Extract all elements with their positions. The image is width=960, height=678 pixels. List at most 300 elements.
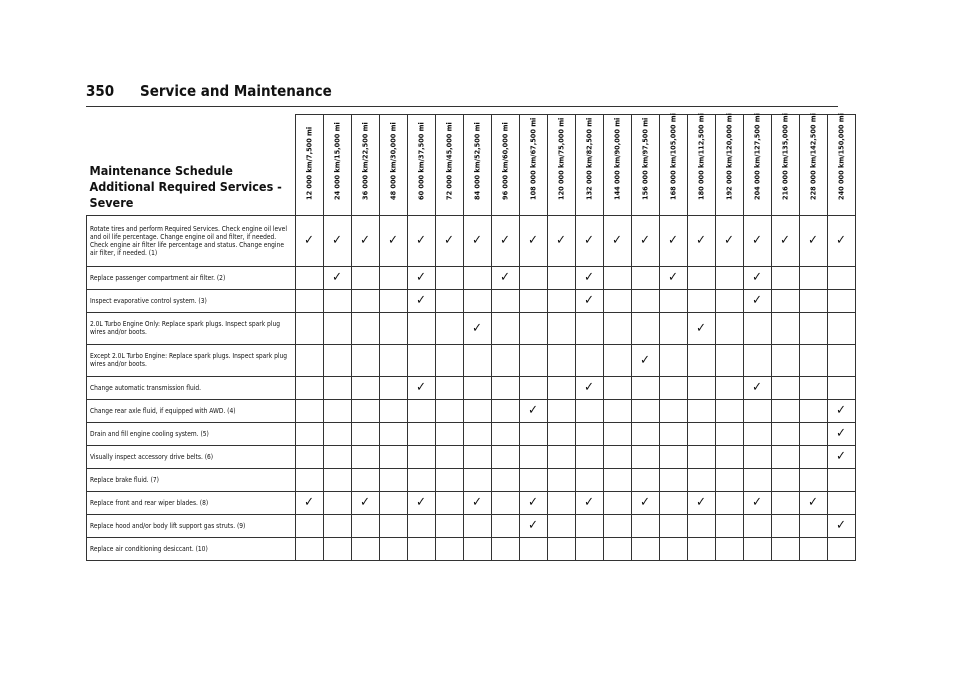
interval-header <box>295 115 323 216</box>
empty-cell <box>323 422 351 445</box>
check-icon: ✓ <box>603 215 631 266</box>
interval-label: 192 000 km/120,000 mi <box>724 112 734 200</box>
check-icon: ✓ <box>351 215 379 266</box>
empty-cell <box>379 399 407 422</box>
empty-cell <box>547 266 575 289</box>
empty-cell <box>379 312 407 344</box>
check-icon: ✓ <box>491 215 519 266</box>
empty-cell <box>463 266 491 289</box>
empty-cell <box>631 468 659 491</box>
empty-cell <box>715 514 743 537</box>
empty-cell <box>435 422 463 445</box>
interval-label: 168 000 km/105,000 mi <box>668 112 678 200</box>
check-icon: ✓ <box>687 215 715 266</box>
check-icon: ✓ <box>575 289 603 312</box>
empty-cell <box>687 468 715 491</box>
empty-cell <box>603 289 631 312</box>
interval-label: 36 000 km/22,500 mi <box>360 121 370 200</box>
empty-cell <box>687 399 715 422</box>
interval-label: 48 000 km/30,000 mi <box>388 121 398 200</box>
empty-cell <box>631 312 659 344</box>
empty-cell <box>323 468 351 491</box>
interval-header <box>379 115 407 216</box>
interval-header <box>575 115 603 216</box>
empty-cell <box>463 445 491 468</box>
empty-cell <box>463 376 491 399</box>
check-icon: ✓ <box>463 491 491 514</box>
check-icon: ✓ <box>687 312 715 344</box>
empty-cell <box>323 344 351 376</box>
page-header <box>86 82 838 107</box>
empty-cell <box>799 312 827 344</box>
empty-cell <box>715 266 743 289</box>
empty-cell <box>379 344 407 376</box>
empty-cell <box>631 445 659 468</box>
table-title-cell <box>87 115 296 216</box>
check-icon: ✓ <box>631 491 659 514</box>
empty-cell <box>323 289 351 312</box>
empty-cell <box>827 468 855 491</box>
empty-cell <box>351 289 379 312</box>
service-description: Replace air conditioning desiccant. (10) <box>87 537 296 560</box>
service-description: Drain and fill engine cooling system. (5) <box>87 422 296 445</box>
check-icon: ✓ <box>463 312 491 344</box>
empty-cell <box>491 289 519 312</box>
empty-cell <box>771 422 799 445</box>
empty-cell <box>603 514 631 537</box>
empty-cell <box>519 376 547 399</box>
empty-cell <box>519 537 547 560</box>
empty-cell <box>771 344 799 376</box>
maintenance-schedule-table <box>86 114 856 561</box>
check-icon: ✓ <box>827 215 855 266</box>
empty-cell <box>379 266 407 289</box>
empty-cell <box>295 537 323 560</box>
check-icon: ✓ <box>463 215 491 266</box>
empty-cell <box>659 445 687 468</box>
empty-cell <box>407 445 435 468</box>
interval-label: 60 000 km/37,500 mi <box>416 121 426 200</box>
interval-header <box>771 112 799 216</box>
empty-cell <box>547 312 575 344</box>
empty-cell <box>407 344 435 376</box>
empty-cell <box>323 399 351 422</box>
empty-cell <box>435 468 463 491</box>
interval-header <box>519 115 547 216</box>
interval-label: 144 000 km/90,000 mi <box>612 117 622 200</box>
empty-cell <box>435 289 463 312</box>
empty-cell <box>295 445 323 468</box>
empty-cell <box>603 491 631 514</box>
check-icon: ✓ <box>743 491 771 514</box>
check-icon: ✓ <box>323 266 351 289</box>
empty-cell <box>799 514 827 537</box>
service-description: Change automatic transmission fluid. <box>87 376 296 399</box>
empty-cell <box>295 468 323 491</box>
empty-cell <box>575 468 603 491</box>
empty-cell <box>575 514 603 537</box>
empty-cell <box>631 399 659 422</box>
empty-cell <box>519 445 547 468</box>
interval-label: 132 000 km/82,500 mi <box>584 117 594 200</box>
empty-cell <box>771 468 799 491</box>
check-icon: ✓ <box>407 215 435 266</box>
check-icon: ✓ <box>827 445 855 468</box>
check-icon: ✓ <box>519 399 547 422</box>
empty-cell <box>435 491 463 514</box>
empty-cell <box>771 399 799 422</box>
interval-header <box>435 115 463 216</box>
empty-cell <box>687 514 715 537</box>
empty-cell <box>491 312 519 344</box>
empty-cell <box>295 376 323 399</box>
check-icon: ✓ <box>323 215 351 266</box>
empty-cell <box>491 468 519 491</box>
empty-cell <box>379 376 407 399</box>
empty-cell <box>491 376 519 399</box>
empty-cell <box>491 399 519 422</box>
check-icon: ✓ <box>295 215 323 266</box>
empty-cell <box>435 376 463 399</box>
empty-cell <box>463 537 491 560</box>
check-icon: ✓ <box>799 491 827 514</box>
empty-cell <box>659 376 687 399</box>
check-icon: ✓ <box>407 491 435 514</box>
interval-header <box>323 115 351 216</box>
empty-cell <box>771 312 799 344</box>
interval-label: 24 000 km/15,000 mi <box>332 121 342 200</box>
interval-label: 72 000 km/45,000 mi <box>444 121 454 200</box>
empty-cell <box>379 491 407 514</box>
empty-cell <box>687 344 715 376</box>
interval-header <box>715 112 743 216</box>
empty-cell <box>687 289 715 312</box>
service-description: Replace hood and/or body lift support gas struts. (9) <box>87 514 296 537</box>
empty-cell <box>407 422 435 445</box>
table-row <box>87 445 856 468</box>
check-icon: ✓ <box>743 215 771 266</box>
interval-label: 96 000 km/60,000 mi <box>500 121 510 200</box>
empty-cell <box>379 445 407 468</box>
empty-cell <box>743 312 771 344</box>
empty-cell <box>603 312 631 344</box>
check-icon: ✓ <box>743 266 771 289</box>
empty-cell <box>687 376 715 399</box>
check-icon: ✓ <box>715 215 743 266</box>
empty-cell <box>351 266 379 289</box>
interval-header <box>743 112 771 216</box>
interval-header <box>687 112 715 216</box>
interval-header <box>407 115 435 216</box>
empty-cell <box>575 312 603 344</box>
empty-cell <box>519 266 547 289</box>
empty-cell <box>799 468 827 491</box>
empty-cell <box>463 514 491 537</box>
empty-cell <box>323 445 351 468</box>
empty-cell <box>323 312 351 344</box>
empty-cell <box>351 445 379 468</box>
empty-cell <box>575 422 603 445</box>
empty-cell <box>687 422 715 445</box>
empty-cell <box>771 514 799 537</box>
empty-cell <box>827 537 855 560</box>
table-row <box>87 215 856 266</box>
interval-label: 108 000 km/67,500 mi <box>528 117 538 200</box>
empty-cell <box>323 491 351 514</box>
empty-cell <box>659 514 687 537</box>
table-row <box>87 491 856 514</box>
empty-cell <box>547 289 575 312</box>
empty-cell <box>603 266 631 289</box>
empty-cell <box>351 312 379 344</box>
empty-cell <box>659 537 687 560</box>
interval-label: 120 000 km/75,000 mi <box>556 117 566 200</box>
check-icon: ✓ <box>295 491 323 514</box>
empty-cell <box>771 376 799 399</box>
empty-cell <box>743 445 771 468</box>
empty-cell <box>435 445 463 468</box>
check-icon: ✓ <box>799 215 827 266</box>
empty-cell <box>659 399 687 422</box>
empty-cell <box>379 422 407 445</box>
schedule-body <box>87 215 856 560</box>
interval-header <box>631 115 659 216</box>
empty-cell <box>799 376 827 399</box>
empty-cell <box>463 399 491 422</box>
empty-cell <box>463 289 491 312</box>
empty-cell <box>799 422 827 445</box>
empty-cell <box>603 537 631 560</box>
empty-cell <box>631 422 659 445</box>
table-row <box>87 344 856 376</box>
check-icon: ✓ <box>827 399 855 422</box>
empty-cell <box>687 266 715 289</box>
empty-cell <box>715 491 743 514</box>
empty-cell <box>295 312 323 344</box>
empty-cell <box>827 491 855 514</box>
empty-cell <box>799 289 827 312</box>
empty-cell <box>407 537 435 560</box>
check-icon: ✓ <box>491 266 519 289</box>
interval-header <box>491 115 519 216</box>
empty-cell <box>491 344 519 376</box>
table-row <box>87 399 856 422</box>
empty-cell <box>295 344 323 376</box>
empty-cell <box>323 514 351 537</box>
check-icon: ✓ <box>519 215 547 266</box>
interval-label: 180 000 km/112,500 mi <box>696 112 706 200</box>
empty-cell <box>295 266 323 289</box>
check-icon: ✓ <box>575 491 603 514</box>
empty-cell <box>743 399 771 422</box>
empty-cell <box>743 422 771 445</box>
empty-cell <box>435 266 463 289</box>
interval-header <box>547 115 575 216</box>
empty-cell <box>547 468 575 491</box>
empty-cell <box>771 491 799 514</box>
empty-cell <box>715 344 743 376</box>
empty-cell <box>547 514 575 537</box>
service-description: Change rear axle fluid, if equipped with AWD. (4) <box>87 399 296 422</box>
empty-cell <box>771 445 799 468</box>
empty-cell <box>687 445 715 468</box>
empty-cell <box>435 344 463 376</box>
empty-cell <box>519 422 547 445</box>
empty-cell <box>295 399 323 422</box>
check-icon: ✓ <box>351 491 379 514</box>
empty-cell <box>827 266 855 289</box>
empty-cell <box>379 514 407 537</box>
empty-cell <box>575 537 603 560</box>
empty-cell <box>463 468 491 491</box>
check-icon: ✓ <box>631 344 659 376</box>
check-icon: ✓ <box>379 215 407 266</box>
interval-label: 84 000 km/52,500 mi <box>472 121 482 200</box>
table-row <box>87 468 856 491</box>
interval-label: 156 000 km/97,500 mi <box>640 117 650 200</box>
empty-cell <box>603 445 631 468</box>
empty-cell <box>435 514 463 537</box>
empty-cell <box>715 289 743 312</box>
check-icon: ✓ <box>575 376 603 399</box>
service-description: Inspect evaporative control system. (3) <box>87 289 296 312</box>
empty-cell <box>351 468 379 491</box>
empty-cell <box>603 468 631 491</box>
table-row <box>87 312 856 344</box>
empty-cell <box>295 289 323 312</box>
table-row <box>87 266 856 289</box>
interval-label: 12 000 km/7,500 mi <box>304 126 314 200</box>
check-icon: ✓ <box>687 491 715 514</box>
table-title: Maintenance Schedule Additional Required Services - Severe <box>89 162 282 210</box>
service-description: Rotate tires and perform Required Services. Check engine oil level and oil life percentage. Change engine oil and filter, if needed. Check engine air filter life percentage and status. Change engine air filter, if needed. (1) <box>87 215 296 266</box>
empty-cell <box>827 344 855 376</box>
table-row <box>87 376 856 399</box>
empty-cell <box>603 399 631 422</box>
empty-cell <box>435 312 463 344</box>
check-icon: ✓ <box>659 266 687 289</box>
empty-cell <box>715 422 743 445</box>
empty-cell <box>379 537 407 560</box>
check-icon: ✓ <box>547 215 575 266</box>
empty-cell <box>435 399 463 422</box>
empty-cell <box>519 344 547 376</box>
section-title: Service and Maintenance <box>140 82 332 100</box>
empty-cell <box>547 422 575 445</box>
check-icon: ✓ <box>407 266 435 289</box>
empty-cell <box>519 289 547 312</box>
empty-cell <box>547 376 575 399</box>
interval-header <box>351 115 379 216</box>
interval-header <box>827 112 855 216</box>
empty-cell <box>351 422 379 445</box>
empty-cell <box>295 422 323 445</box>
empty-cell <box>659 422 687 445</box>
empty-cell <box>659 289 687 312</box>
empty-cell <box>603 344 631 376</box>
empty-cell <box>715 376 743 399</box>
empty-cell <box>771 537 799 560</box>
empty-cell <box>491 422 519 445</box>
check-icon: ✓ <box>575 266 603 289</box>
empty-cell <box>575 344 603 376</box>
empty-cell <box>379 289 407 312</box>
empty-cell <box>435 537 463 560</box>
check-icon: ✓ <box>519 491 547 514</box>
empty-cell <box>827 376 855 399</box>
empty-cell <box>575 445 603 468</box>
empty-cell <box>351 344 379 376</box>
service-description: Replace brake fluid. (7) <box>87 468 296 491</box>
empty-cell <box>407 399 435 422</box>
empty-cell <box>715 537 743 560</box>
empty-cell <box>659 491 687 514</box>
empty-cell <box>799 537 827 560</box>
service-description: Replace front and rear wiper blades. (8) <box>87 491 296 514</box>
check-icon: ✓ <box>827 422 855 445</box>
check-icon: ✓ <box>407 289 435 312</box>
empty-cell <box>491 445 519 468</box>
empty-cell <box>351 399 379 422</box>
empty-cell <box>547 537 575 560</box>
page-number: 350 <box>86 82 115 100</box>
interval-header-row <box>87 115 856 216</box>
interval-header <box>603 115 631 216</box>
empty-cell <box>771 289 799 312</box>
empty-cell <box>631 537 659 560</box>
empty-cell <box>827 312 855 344</box>
empty-cell <box>463 344 491 376</box>
empty-cell <box>715 445 743 468</box>
empty-cell <box>603 376 631 399</box>
empty-cell <box>659 312 687 344</box>
empty-cell <box>491 514 519 537</box>
interval-label: 240 000 km/150,000 mi <box>836 112 846 200</box>
check-icon: ✓ <box>435 215 463 266</box>
empty-cell <box>351 514 379 537</box>
service-description: Except 2.0L Turbo Engine: Replace spark plugs. Inspect spark plug wires and/or boots. <box>87 344 296 376</box>
empty-cell <box>659 468 687 491</box>
empty-cell <box>631 514 659 537</box>
empty-cell <box>351 537 379 560</box>
empty-cell <box>407 468 435 491</box>
empty-cell <box>631 266 659 289</box>
service-description: Visually inspect accessory drive belts. (6) <box>87 445 296 468</box>
empty-cell <box>407 312 435 344</box>
empty-cell <box>799 344 827 376</box>
empty-cell <box>631 376 659 399</box>
check-icon: ✓ <box>743 289 771 312</box>
check-icon: ✓ <box>827 514 855 537</box>
empty-cell <box>631 289 659 312</box>
empty-cell <box>519 468 547 491</box>
empty-cell <box>463 422 491 445</box>
empty-cell <box>547 491 575 514</box>
empty-cell <box>547 399 575 422</box>
empty-cell <box>827 289 855 312</box>
interval-header <box>659 112 687 216</box>
empty-cell <box>547 344 575 376</box>
service-description: 2.0L Turbo Engine Only: Replace spark plugs. Inspect spark plug wires and/or boots. <box>87 312 296 344</box>
empty-cell <box>603 422 631 445</box>
table-row <box>87 289 856 312</box>
empty-cell <box>715 468 743 491</box>
table-row <box>87 514 856 537</box>
empty-cell <box>323 376 351 399</box>
check-icon: ✓ <box>771 215 799 266</box>
empty-cell <box>351 376 379 399</box>
empty-cell <box>743 514 771 537</box>
